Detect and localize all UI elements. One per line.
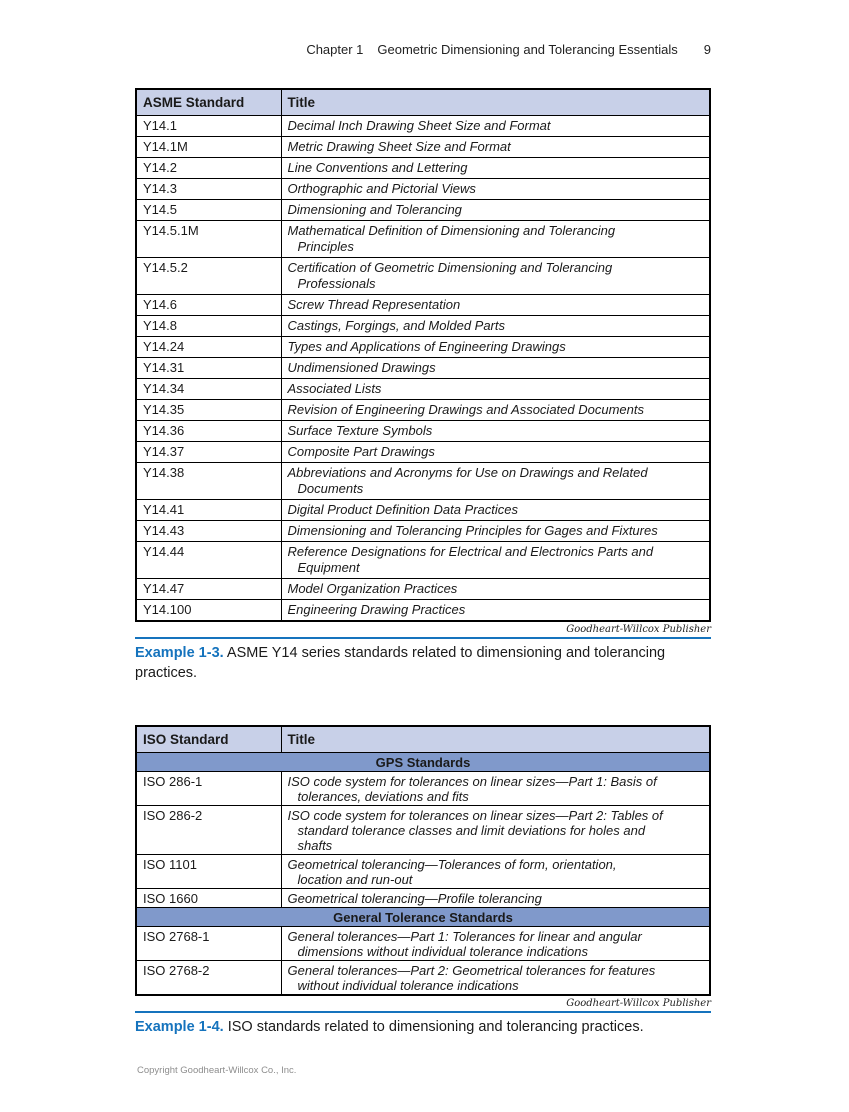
title-line: Mathematical Definition of Dimensioning and Tolerancing — [287, 223, 616, 238]
standard-code-cell: Y14.38 — [136, 463, 281, 500]
standard-title-cell — [281, 258, 710, 295]
table-row — [136, 772, 710, 806]
title-line: ISO code system for tolerances on linear sizes—Part 1: Basis of — [287, 773, 657, 789]
standard-code-cell: Y14.3 — [136, 179, 281, 200]
title-line: Dimensioning and Tolerancing — [287, 202, 462, 217]
title-line: location and run-out — [297, 871, 413, 887]
title-line: without individual tolerance indications — [297, 977, 519, 993]
title-line: Metric Drawing Sheet Size and Format — [287, 139, 511, 154]
title-line: Undimensioned Drawings — [287, 360, 436, 375]
asme-standards-table — [135, 88, 711, 622]
table-row — [136, 421, 710, 442]
example-caption-1-3 — [135, 643, 683, 683]
example-caption-label: Example 1-3. — [135, 645, 224, 661]
standard-code-cell: ISO 286-2 — [136, 806, 281, 855]
title-line: Abbreviations and Acronyms for Use on Drawings and Related — [287, 465, 648, 480]
title-line: Digital Product Definition Data Practices — [287, 502, 518, 517]
title-line: tolerances, deviations and fits — [297, 788, 469, 804]
running-head — [135, 42, 711, 56]
publisher-attribution: Goodheart-Willcox Publisher — [566, 998, 711, 1009]
table-row — [136, 295, 710, 316]
standard-code-cell: ISO 2768-1 — [136, 927, 281, 961]
standard-title-cell — [281, 500, 710, 521]
table-row — [136, 889, 710, 908]
chapter-title: Geometric Dimensioning and Tolerancing Essentials — [377, 42, 678, 57]
table-row — [136, 316, 710, 337]
title-line: Geometrical tolerancing—Profile tolerancing — [287, 890, 542, 906]
table-row — [136, 579, 710, 600]
title-line: Engineering Drawing Practices — [287, 602, 466, 617]
title-line: Revision of Engineering Drawings and Associated Documents — [287, 402, 644, 417]
title-line: shafts — [297, 837, 333, 853]
standard-code-cell: Y14.47 — [136, 579, 281, 600]
standard-title-cell — [281, 927, 710, 961]
copyright-notice: Copyright Goodheart-Willcox Co., Inc. — [137, 1065, 297, 1076]
page-number: 9 — [703, 42, 711, 57]
standard-title-cell — [281, 358, 710, 379]
table-header-cell-title: Title — [281, 726, 710, 753]
caption-rule — [135, 1011, 711, 1013]
title-line: Line Conventions and Lettering — [287, 160, 468, 175]
table-header-row — [136, 89, 710, 116]
title-line: Geometrical tolerancing—Tolerances of form, orientation, — [287, 856, 617, 872]
standard-code-cell: ISO 286-1 — [136, 772, 281, 806]
standard-code-cell: Y14.6 — [136, 295, 281, 316]
table-row — [136, 337, 710, 358]
title-line: Principles — [297, 239, 354, 254]
standard-title-cell — [281, 116, 710, 137]
standard-code-cell: Y14.44 — [136, 542, 281, 579]
standard-title-cell — [281, 400, 710, 421]
standard-title-cell — [281, 600, 710, 622]
section-band: General Tolerance Standards — [136, 908, 710, 927]
title-line: Equipment — [297, 560, 360, 575]
standard-code-cell: Y14.5.2 — [136, 258, 281, 295]
example-caption-label: Example 1-4. — [135, 1019, 224, 1035]
title-line: ISO code system for tolerances on linear sizes—Part 2: Tables of — [287, 807, 663, 823]
table-row — [136, 116, 710, 137]
standard-code-cell: Y14.1 — [136, 116, 281, 137]
table-row — [136, 221, 710, 258]
title-line: Associated Lists — [287, 381, 382, 396]
standard-code-cell: ISO 2768-2 — [136, 961, 281, 996]
table-row — [136, 379, 710, 400]
standard-code-cell: Y14.36 — [136, 421, 281, 442]
title-line: Decimal Inch Drawing Sheet Size and Format — [287, 118, 551, 133]
standard-title-cell — [281, 316, 710, 337]
standard-title-cell — [281, 542, 710, 579]
table-header-cell-standard: ISO Standard — [136, 726, 281, 753]
chapter-label: Chapter 1 — [306, 42, 364, 57]
standard-title-cell — [281, 337, 710, 358]
standard-title-cell — [281, 961, 710, 996]
standard-code-cell: Y14.24 — [136, 337, 281, 358]
title-line: standard tolerance classes and limit deviations for holes and — [297, 822, 646, 838]
standard-title-cell — [281, 772, 710, 806]
title-line: Surface Texture Symbols — [287, 423, 433, 438]
standard-code-cell: Y14.2 — [136, 158, 281, 179]
table-row — [136, 855, 710, 889]
standard-code-cell: ISO 1660 — [136, 889, 281, 908]
standard-title-cell — [281, 421, 710, 442]
table-row — [136, 927, 710, 961]
section-band: GPS Standards — [136, 753, 710, 772]
caption-rule — [135, 637, 711, 639]
title-line: Reference Designations for Electrical and Electronics Parts and — [287, 544, 654, 559]
standard-title-cell — [281, 521, 710, 542]
title-line: Dimensioning and Tolerancing Principles for Gages and Fixtures — [287, 523, 658, 538]
standard-code-cell: Y14.8 — [136, 316, 281, 337]
standard-code-cell: ISO 1101 — [136, 855, 281, 889]
standard-code-cell: Y14.1M — [136, 137, 281, 158]
table-header-row — [136, 726, 710, 753]
standard-code-cell: Y14.34 — [136, 379, 281, 400]
standard-code-cell: Y14.41 — [136, 500, 281, 521]
table-row — [136, 137, 710, 158]
standard-code-cell: Y14.5 — [136, 200, 281, 221]
table-row — [136, 961, 710, 996]
title-line: Certification of Geometric Dimensioning and Tolerancing — [287, 260, 613, 275]
table-row — [136, 806, 710, 855]
table-row — [136, 521, 710, 542]
standard-title-cell — [281, 579, 710, 600]
standard-title-cell — [281, 889, 710, 908]
title-line: General tolerances—Part 2: Geometrical tolerances for features — [287, 962, 656, 978]
title-line: Model Organization Practices — [287, 581, 458, 596]
table-row — [136, 200, 710, 221]
example-caption-text: ASME Y14 series standards related to dimensioning and tolerancing practices. — [135, 645, 666, 681]
table-row — [136, 258, 710, 295]
example-caption-1-4 — [135, 1017, 711, 1037]
standard-title-cell — [281, 179, 710, 200]
table-row — [136, 158, 710, 179]
standard-title-cell — [281, 137, 710, 158]
table-row — [136, 179, 710, 200]
standard-title-cell — [281, 158, 710, 179]
table-row — [136, 463, 710, 500]
title-line: Types and Applications of Engineering Drawings — [287, 339, 566, 354]
table-row — [136, 442, 710, 463]
table-header-cell-standard: ASME Standard — [136, 89, 281, 116]
section-band-row — [136, 908, 710, 927]
title-line: General tolerances—Part 1: Tolerances for linear and angular — [287, 928, 642, 944]
standard-title-cell — [281, 221, 710, 258]
title-line: Orthographic and Pictorial Views — [287, 181, 476, 196]
standard-title-cell — [281, 442, 710, 463]
title-line: Professionals — [297, 276, 376, 291]
standard-code-cell: Y14.35 — [136, 400, 281, 421]
standard-code-cell: Y14.31 — [136, 358, 281, 379]
table-row — [136, 542, 710, 579]
table-row — [136, 358, 710, 379]
table-row — [136, 400, 710, 421]
iso-standards-table — [135, 725, 711, 996]
standard-code-cell: Y14.37 — [136, 442, 281, 463]
standard-title-cell — [281, 200, 710, 221]
title-line: Screw Thread Representation — [287, 297, 461, 312]
title-line: Castings, Forgings, and Molded Parts — [287, 318, 505, 333]
standard-title-cell — [281, 295, 710, 316]
title-line: Documents — [297, 481, 364, 496]
standard-code-cell: Y14.43 — [136, 521, 281, 542]
standard-title-cell — [281, 855, 710, 889]
example-caption-text: ISO standards related to dimensioning and tolerancing practices. — [223, 1019, 644, 1035]
standard-title-cell — [281, 806, 710, 855]
table-header-cell-title: Title — [281, 89, 710, 116]
standard-code-cell: Y14.5.1M — [136, 221, 281, 258]
title-line: dimensions without individual tolerance indications — [297, 943, 589, 959]
table-row — [136, 500, 710, 521]
standard-title-cell — [281, 379, 710, 400]
title-line: Composite Part Drawings — [287, 444, 435, 459]
publisher-attribution: Goodheart-Willcox Publisher — [566, 624, 711, 635]
section-band-row — [136, 753, 710, 772]
standard-title-cell — [281, 463, 710, 500]
standard-code-cell: Y14.100 — [136, 600, 281, 622]
table-row — [136, 600, 710, 622]
